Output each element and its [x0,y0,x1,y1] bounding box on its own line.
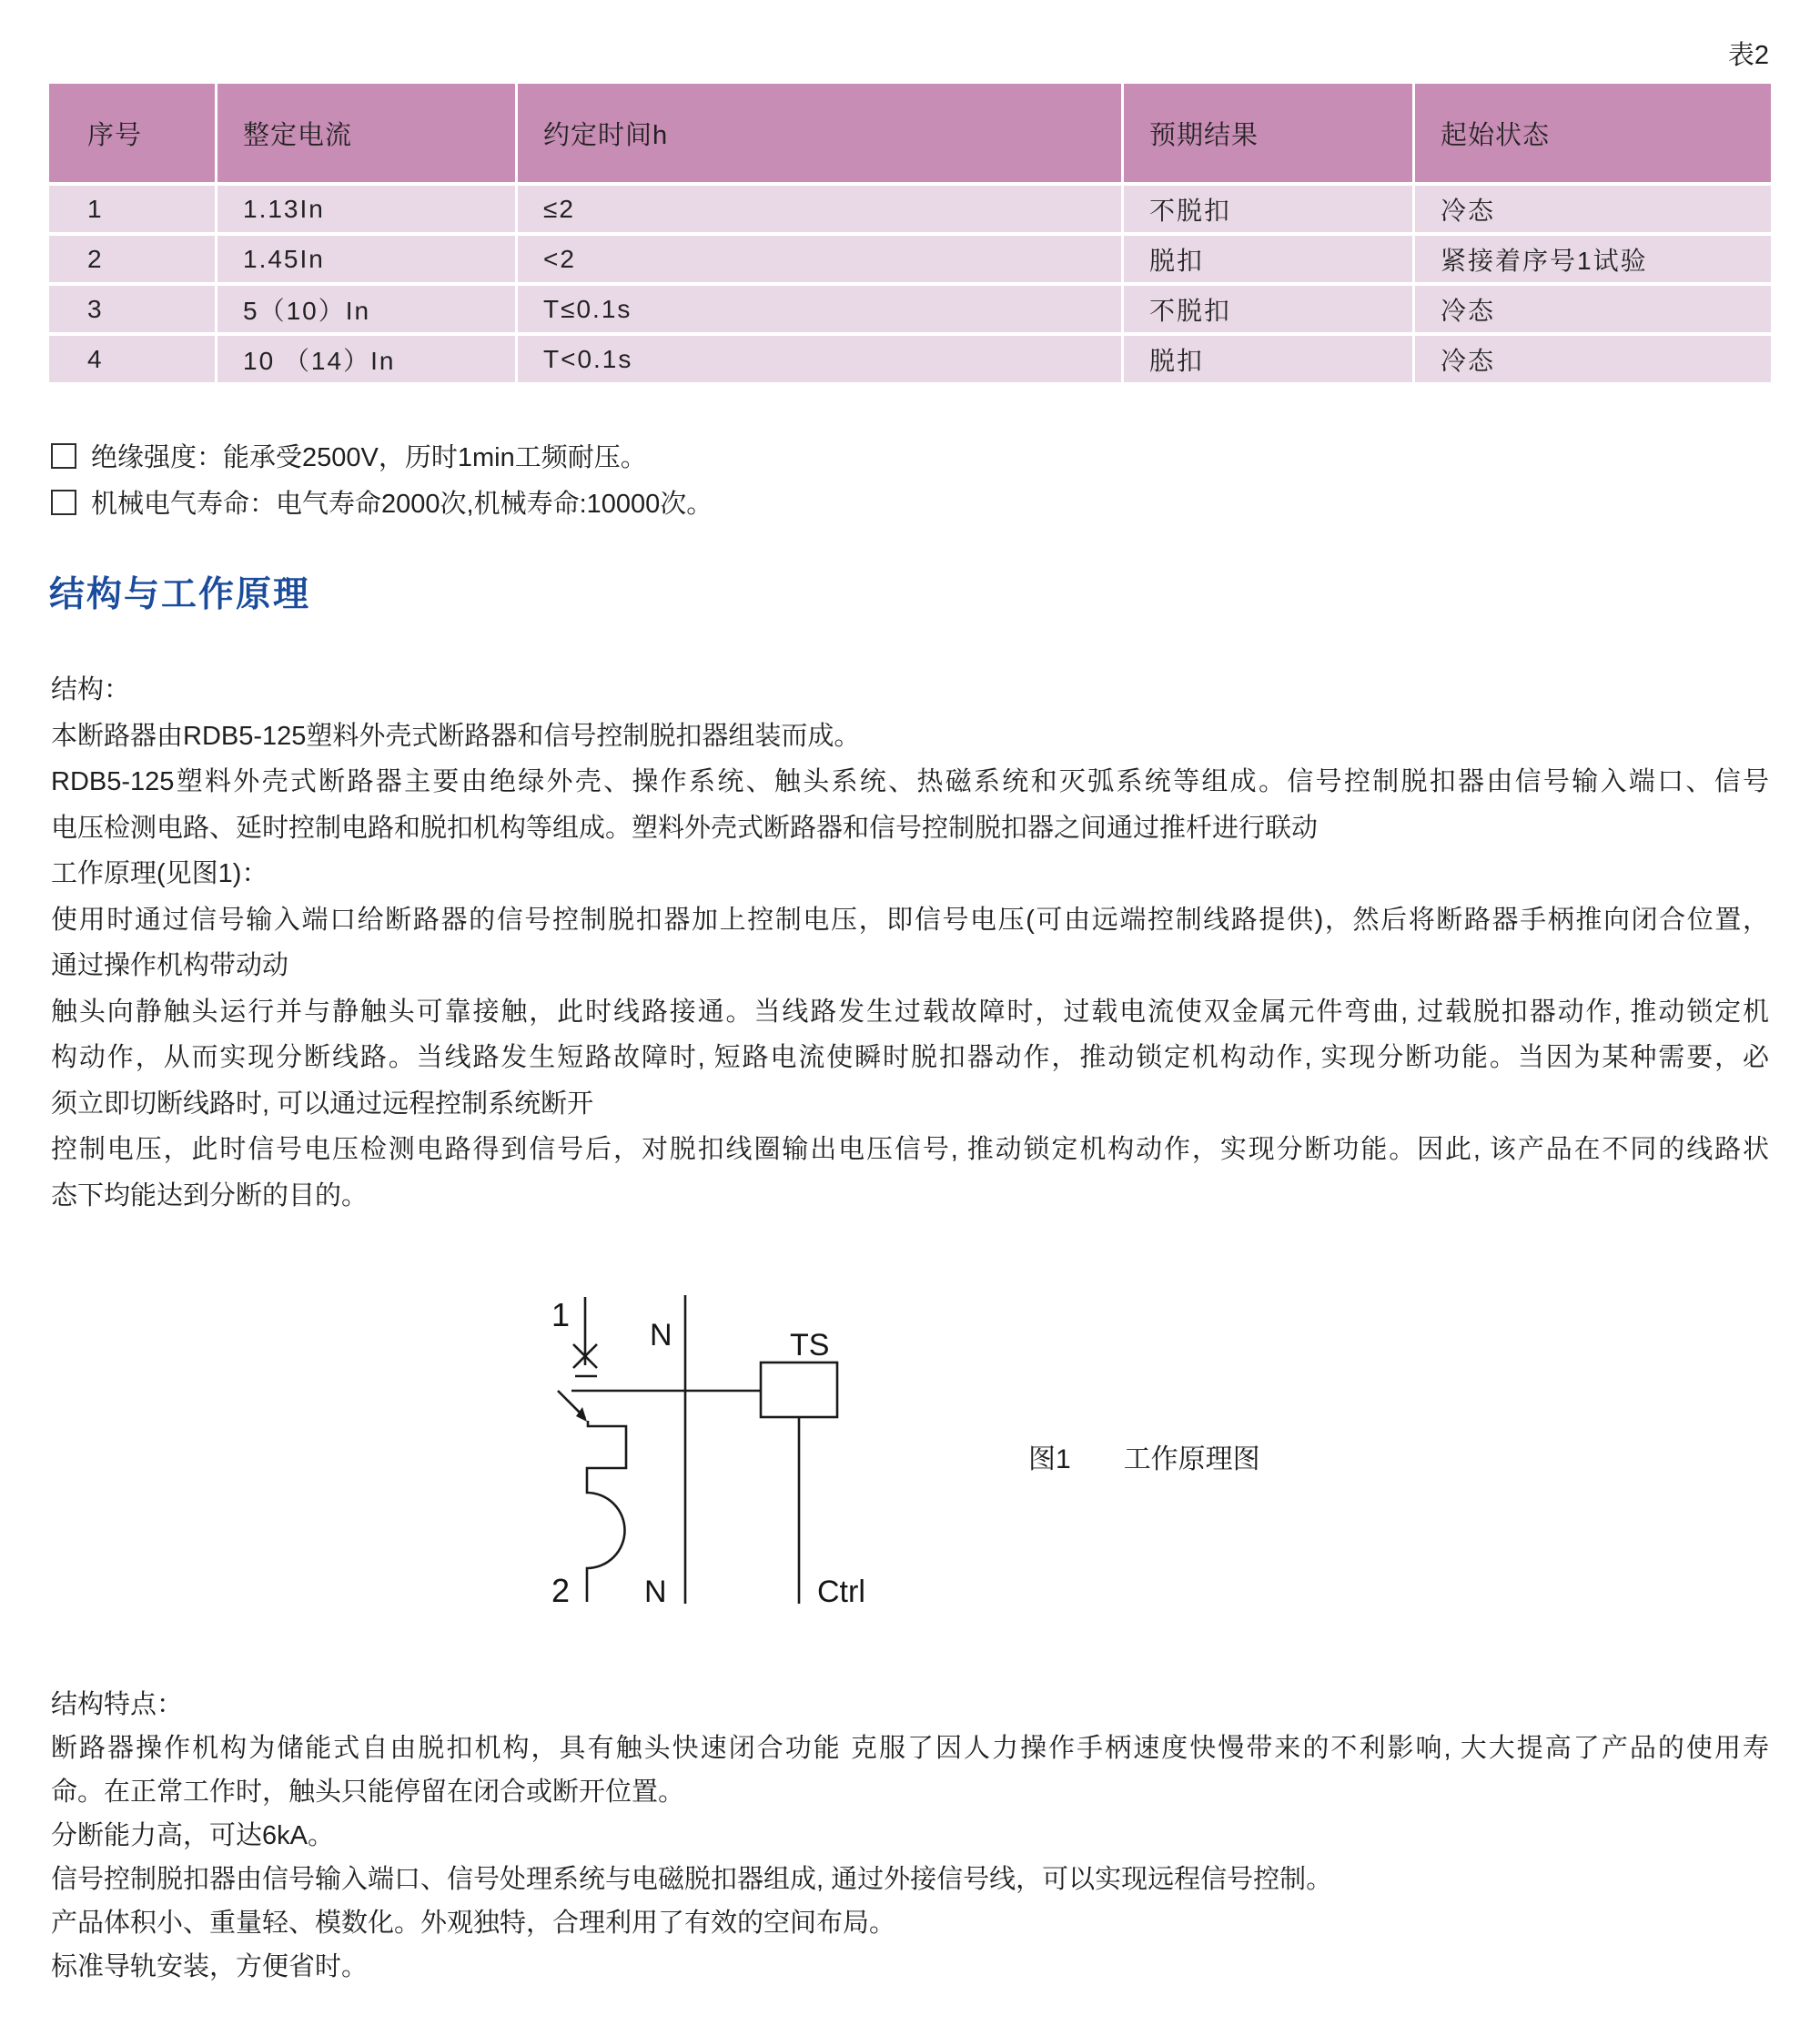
paragraph-line: 须立即切断线路时, 可以通过远程控制系统断开 [51,1089,594,1119]
table-cell: 1.13In [217,186,515,232]
table-cell: T≤0.1s [518,286,1121,332]
n-bottom-label: N [644,1575,667,1609]
figure-number: 图1 [1028,1444,1071,1474]
table-cell: 5（10）In [217,286,515,332]
structure-paragraph [51,667,1769,1219]
table-header-cell: 约定时间h [518,84,1121,182]
paragraph-line: 产品体积小、重量轻、模数化。外观独特，合理利用了有效的空间布局。 [51,1909,896,1938]
bullet-row [51,483,713,521]
paragraph-line: 标准导轨安装，方便省时。 [51,1952,369,1981]
table-cell: 1.45In [217,236,515,282]
coil-step-path [587,1421,626,1602]
table-cell: 4 [49,336,215,382]
paragraph-line: 信号控制脱扣器由信号输入端口、信号处理系统与电磁脱扣器组成, 通过外接信号线，可以实现远程信号控制。 [51,1865,1333,1894]
table-cell: 10 （14）In [217,336,515,382]
table-number-label: 表2 [1727,41,1769,70]
table-cell: 3 [49,286,215,332]
table-header-cell: 整定电流 [217,84,515,182]
table-cell: <2 [518,236,1121,282]
table-header-cell: 预期结果 [1124,84,1412,182]
ctrl-label: Ctrl [817,1575,865,1609]
paragraph-line: 工作原理(见图1)： [51,859,268,888]
table-header-cell: 序号 [49,84,215,182]
paragraph-line: 命。在正常工作时，触头只能停留在闭合或断开位置。 [51,1778,685,1807]
table-header-cell: 起始状态 [1415,84,1771,182]
ts-label: TS [790,1328,830,1362]
paragraph-line: 使用时通过信号输入端口给断路器的信号控制脱扣器加上控制电压，即信号电压(可由远端控制线路提供)，然后将断路器手柄推向闭合位置， [51,905,1769,935]
paragraph-line: 分断能力高，可达6kA。 [51,1821,334,1850]
bullet-text: 绝缘强度：能承受2500V，历时1min工频耐压。 [91,443,647,472]
paragraph-line: 结构特点： [51,1690,184,1719]
table-cell: 脱扣 [1124,336,1412,382]
paragraph-line: 触头向静触头运行并与静触头可靠接触，此时线路接通。当线路发生过载故障时，过载电流使双金属元件弯曲, 过载脱扣器动作, 推动锁定机 [51,997,1769,1027]
checkbox-icon [51,490,76,515]
table-cell: 紧接着序号1试验 [1415,236,1771,282]
paragraph-line: 本断路器由RDB5-125塑料外壳式断路器和信号控制脱扣器组装而成。 [51,721,861,751]
section-title: 结构与工作原理 [49,575,311,614]
paragraph-line: 电压检测电路、延时控制电路和脱扣机构等组成。塑料外壳式断路器和信号控制脱扣器之间通过推杄进行联动 [51,813,1319,843]
features-paragraph [51,1683,1769,1989]
paragraph-line: RDB5-125塑料外壳式断路器主要由绝绿外壳、操作系统、触头系统、热磁系统和灭弧系统等组成。信号控制脱扣器由信号输入端口、信号 [51,767,1769,796]
figure-title: 工作原理图 [1123,1444,1260,1474]
table-cell: 2 [49,236,215,282]
spec-table [49,84,1771,382]
table-cell: 冷态 [1415,286,1771,332]
pole1-label: 1 [551,1296,571,1333]
ts-box [761,1362,837,1417]
paragraph-line: 构动作，从而实现分断线路。当线路发生短路故障时, 短路电流使瞬时脱扣器动作，推动锁定机构动作, 实现分断功能。当因为某种需要，必 [51,1043,1769,1072]
n-top-label: N [650,1318,672,1352]
table-cell: ≤2 [518,186,1121,232]
bullet-row [51,437,647,474]
bullet-text: 机械电气寿命：电气寿命2000次,机械寿命:10000次。 [91,490,713,519]
table-cell: 不脱扣 [1124,186,1412,232]
wiring-diagram [537,1288,901,1611]
checkbox-icon [51,443,76,469]
paragraph-line: 控制电压，此时信号电压检测电路得到信号后，对脱扣线圈输出电压信号, 推动锁定机构动作，实现分断功能。因此, 该产品在不同的线路状 [51,1135,1769,1164]
figure-caption [1028,1436,1260,1476]
pole2-label: 2 [551,1572,571,1609]
paragraph-line: 结构： [51,675,131,704]
table-cell: 不脱扣 [1124,286,1412,332]
table-cell: 1 [49,186,215,232]
paragraph-line: 通过操作机构带动动 [51,951,289,980]
table-cell: 冷态 [1415,336,1771,382]
table-cell: 脱扣 [1124,236,1412,282]
paragraph-line: 态下均能达到分断的目的。 [51,1180,369,1210]
table-cell: 冷态 [1415,186,1771,232]
caption-spacer [1071,1436,1124,1476]
table-cell: T<0.1s [518,336,1121,382]
paragraph-line: 断路器操作机构为储能式自由脱扣机构，具有触头快速闭合功能 克服了因人力操作手柄速度快慢带来的不利影响, 大大提高了产品的使用寿 [51,1734,1769,1763]
